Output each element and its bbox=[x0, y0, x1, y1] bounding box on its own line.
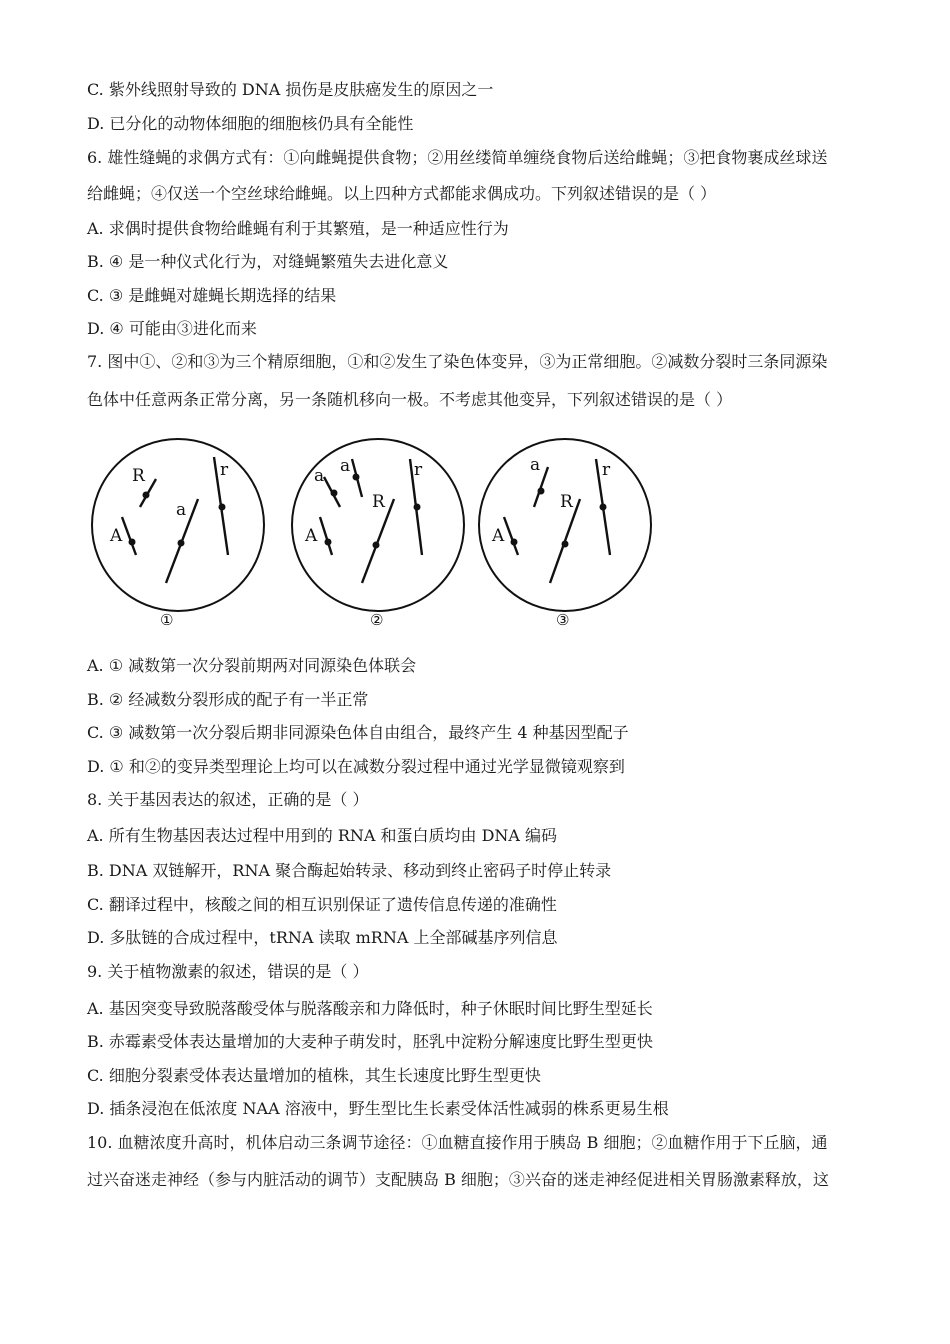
cell-3 bbox=[479, 439, 651, 629]
q8-option-a: A. 所有生物基因表达过程中用到的 RNA 和蛋白质均由 DNA 编码 bbox=[87, 826, 558, 845]
option-d-q5: D. 已分化的动物体细胞的细胞核仍具有全能性 bbox=[87, 114, 414, 133]
centromere bbox=[143, 492, 150, 499]
gene-label-A: A bbox=[110, 526, 123, 546]
q7-option-b: B. ② 经减数分裂形成的配子有一半正常 bbox=[87, 690, 369, 709]
gene-label-A: A bbox=[305, 526, 318, 546]
q7-option-a: A. ① 减数第一次分裂前期两对同源染色体联会 bbox=[87, 656, 417, 675]
q9-option-b: B. 赤霉素受体表达量增加的大麦种子萌发时，胚乳中淀粉分解速度比野生型更快 bbox=[87, 1032, 653, 1051]
cell-2 bbox=[292, 439, 464, 629]
cell-3-membrane bbox=[479, 439, 651, 611]
gene-label-a: a bbox=[340, 456, 351, 476]
q7-option-d: D. ① 和②的变异类型理论上均可以在减数分裂过程中通过光学显微镜观察到 bbox=[87, 757, 625, 776]
gene-label-r: r bbox=[414, 460, 423, 480]
q8-option-b: B. DNA 双链解开，RNA 聚合酶起始转录、移动到终止密码子时停止转录 bbox=[87, 861, 612, 880]
q9-option-a: A. 基因突变导致脱落酸受体与脱落酸亲和力降低时，种子休眠时间比野生型延长 bbox=[87, 999, 653, 1018]
gene-label-a: a bbox=[530, 455, 541, 475]
cell-diagram bbox=[88, 437, 658, 632]
cell-2-number: ② bbox=[370, 611, 384, 629]
q6-option-d: D. ④ 可能由③进化而来 bbox=[87, 319, 257, 338]
gene-label-R: R bbox=[372, 492, 385, 512]
question-7-stem: 7. 图中①、②和③为三个精原细胞，①和②发生了染色体变异，③为正常细胞。②减数分裂时三条同源染 bbox=[87, 352, 828, 371]
question-6-stem: 6. 雄性缝蝇的求偶方式有：①向雌蝇提供食物；②用丝缕简单缠绕食物后送给雌蝇；③把食物裹成丝球送 bbox=[87, 148, 828, 167]
question-6-stem-cont: 给雌蝇；④仅送一个空丝球给雌蝇。以上四种方式都能求偶成功。下列叙述错误的是（ ） bbox=[87, 184, 717, 203]
gene-label-A: A bbox=[492, 526, 505, 546]
question-10-stem: 10. 血糖浓度升高时，机体启动三条调节途径：①血糖直接作用于胰岛 B 细胞；②血糖作用于下丘脑，通 bbox=[87, 1133, 828, 1152]
question-10-stem-cont: 过兴奋迷走神经（参与内脏活动的调节）支配胰岛 B 细胞；③兴奋的迷走神经促进相关胃肠激素释放，这 bbox=[87, 1170, 829, 1189]
cell-2-membrane bbox=[292, 439, 464, 611]
cell-figure bbox=[88, 437, 658, 632]
cell-1-number: ① bbox=[160, 611, 174, 629]
cell-3-number: ③ bbox=[556, 611, 570, 629]
gene-label-R: R bbox=[132, 466, 145, 486]
question-7-stem-cont: 色体中任意两条正常分离，另一条随机移向一极。不考虑其他变异，下列叙述错误的是（ ） bbox=[87, 390, 733, 409]
question-8-stem: 8. 关于基因表达的叙述，正确的是（ ） bbox=[87, 790, 369, 809]
q7-option-c: C. ③ 减数第一次分裂后期非同源染色体自由组合，最终产生 4 种基因型配子 bbox=[87, 723, 629, 742]
q9-option-c: C. 细胞分裂素受体表达量增加的植株，其生长速度比野生型更快 bbox=[87, 1066, 541, 1085]
q8-option-c: C. 翻译过程中，核酸之间的相互识别保证了遗传信息传递的准确性 bbox=[87, 895, 557, 914]
gene-label-a: a bbox=[314, 466, 325, 486]
q6-option-a: A. 求偶时提供食物给雌蝇有利于其繁殖，是一种适应性行为 bbox=[87, 219, 509, 238]
cell-1-membrane bbox=[92, 439, 264, 611]
question-9-stem: 9. 关于植物激素的叙述，错误的是（ ） bbox=[87, 962, 369, 981]
gene-label-a: a bbox=[176, 500, 187, 520]
q6-option-c: C. ③ 是雌蝇对雄蝇长期选择的结果 bbox=[87, 286, 337, 305]
cell-1 bbox=[92, 439, 264, 629]
q8-option-d: D. 多肽链的合成过程中，tRNA 读取 mRNA 上全部碱基序列信息 bbox=[87, 928, 558, 947]
gene-label-r: r bbox=[602, 460, 611, 480]
q9-option-d: D. 插条浸泡在低浓度 NAA 溶液中，野生型比生长素受体活性减弱的株系更易生根 bbox=[87, 1099, 669, 1118]
q6-option-b: B. ④ 是一种仪式化行为，对缝蝇繁殖失去进化意义 bbox=[87, 252, 449, 271]
gene-label-R: R bbox=[560, 492, 573, 512]
option-c-q5: C. 紫外线照射导致的 DNA 损伤是皮肤癌发生的原因之一 bbox=[87, 80, 494, 99]
gene-label-r: r bbox=[220, 460, 229, 480]
